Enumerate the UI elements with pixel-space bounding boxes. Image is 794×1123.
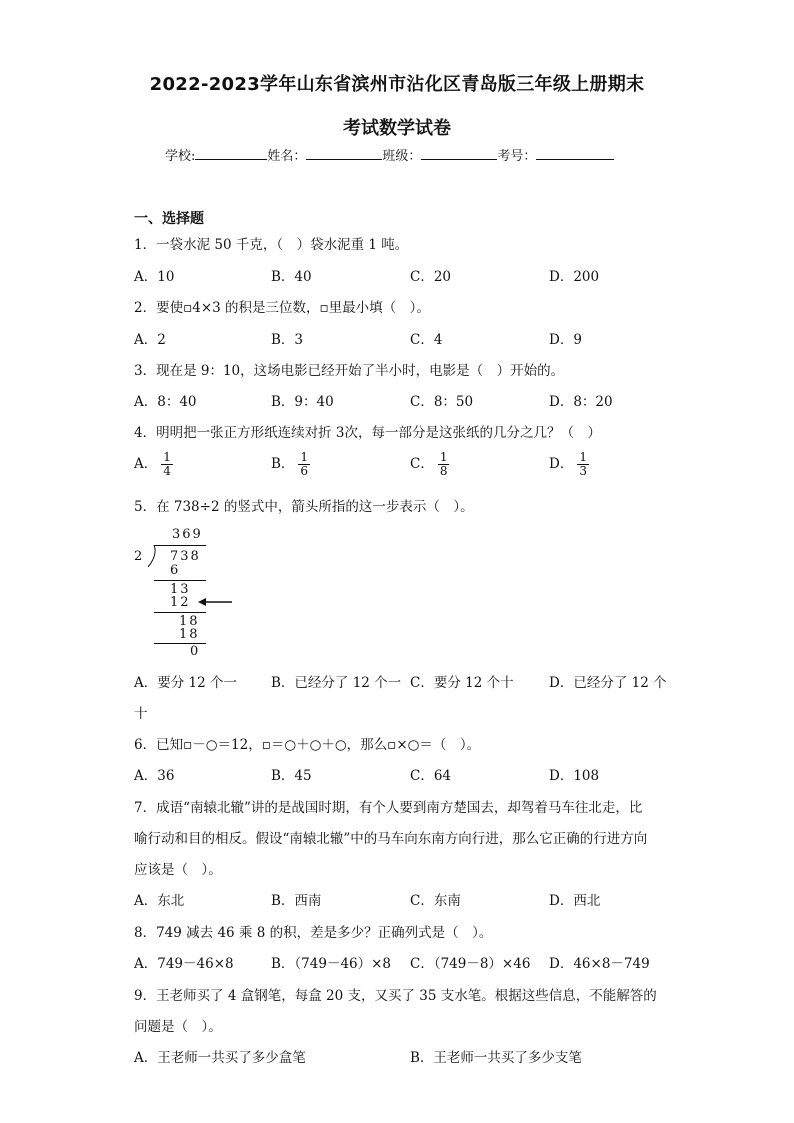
- question-2-stem: 2．要使▫4×3 的积是三位数，▫里最小填（ ）。: [134, 300, 430, 316]
- question-7-stem-line1: 7．成语“南辕北辙”讲的是战国时期，有个人要到南方楚国去，却驾着马车往北走，比: [134, 800, 643, 816]
- question-4-stem: 4．明明把一张正方形纸连续对折 3次，每一部分是这张纸的几分之几？（ ）: [134, 425, 601, 441]
- name-label: 姓名：: [267, 149, 307, 164]
- option-b-label: B．: [271, 456, 295, 472]
- question-6-option-c[interactable]: C．64: [410, 768, 452, 784]
- name-field[interactable]: [306, 147, 382, 160]
- step-6: 6: [170, 563, 181, 578]
- question-1-stem: 1．一袋水泥 50 千克，（ ）袋水泥重 1 吨。: [134, 237, 409, 253]
- question-3-option-b[interactable]: B．9：40: [271, 394, 334, 410]
- fraction-one-quarter: $\frac{1}{4}$: [163, 450, 171, 478]
- question-7-option-d[interactable]: D．西北: [549, 893, 601, 909]
- question-9-stem-line2: 问题是（ ）。: [134, 1019, 222, 1035]
- question-7-stem-line2: 喻行动和目的相反。假设“南辕北辙”中的马车向东南方向行进，那么它正确的行进方向: [134, 831, 648, 847]
- question-8-stem: 8．749 减去 46 乘 8 的积，差是多少？正确列式是（ ）。: [134, 925, 493, 941]
- fraction-one-third: $\frac{1}{3}$: [579, 450, 587, 478]
- question-5-option-d-wrap: 十: [134, 706, 148, 722]
- question-2-option-d[interactable]: D．9: [549, 332, 582, 348]
- step-18a: 18: [179, 614, 200, 629]
- question-7-option-c[interactable]: C．东南: [410, 893, 461, 909]
- student-info-row: [165, 145, 614, 164]
- question-8-option-c[interactable]: C．（749－8）×46: [410, 956, 531, 972]
- option-a-label: A．: [134, 456, 158, 472]
- question-7-option-a[interactable]: A．东北: [134, 893, 185, 909]
- step-18b: 18: [179, 627, 200, 642]
- question-8-option-d[interactable]: D．46×8－749: [549, 956, 650, 972]
- arrow-icon: [198, 596, 232, 608]
- question-5-option-d[interactable]: D．已经分了 12 个: [549, 675, 667, 691]
- question-4-option-c[interactable]: [410, 451, 449, 478]
- question-3-option-c[interactable]: C．8：50: [410, 394, 474, 410]
- class-label: 班级：: [382, 149, 422, 164]
- quotient: 369: [172, 527, 203, 542]
- question-9-stem-line1: 9．王老师买了 4 盒钢笔，每盒 20 支，又买了 35 支水笔。根据这些信息，不能解答的: [134, 988, 657, 1004]
- question-5-option-a[interactable]: A．要分 12 个一: [134, 675, 238, 691]
- question-2-option-a[interactable]: A．2: [134, 332, 166, 348]
- division-bracket: [146, 545, 158, 567]
- class-field[interactable]: [421, 147, 497, 160]
- step-line-2: [154, 612, 206, 613]
- number-field[interactable]: [536, 147, 614, 160]
- question-4-option-b[interactable]: [271, 451, 310, 478]
- question-5-option-b[interactable]: B．已经分了 12 个一: [271, 675, 402, 691]
- question-6-option-b[interactable]: B．45: [271, 768, 312, 784]
- step-0: 0: [190, 644, 201, 659]
- document-title-line2: 考试数学试卷: [343, 118, 451, 139]
- document-title-line1: 2022-2023学年山东省滨州市沾化区青岛版三年级上册期末: [149, 74, 645, 95]
- section-heading: 一、选择题: [134, 211, 204, 227]
- question-1-option-c[interactable]: C．20: [410, 269, 452, 285]
- school-field[interactable]: [195, 147, 267, 160]
- question-2-option-b[interactable]: B．3: [271, 332, 304, 348]
- divisor: 2: [134, 549, 145, 564]
- long-division-figure: [134, 527, 244, 659]
- question-3-stem: 3．现在是 9：10，这场电影已经开始了半小时，电影是（ ）开始的。: [134, 363, 565, 379]
- dividend: 738: [170, 549, 201, 564]
- option-d-label: D．: [549, 456, 574, 472]
- question-3-option-a[interactable]: A．8：40: [134, 394, 197, 410]
- question-8-option-b[interactable]: B．（749－46）×8: [271, 956, 392, 972]
- step-line-1: [154, 580, 206, 581]
- question-9-option-a[interactable]: A．王老师一共买了多少盒笔: [134, 1050, 306, 1066]
- question-6-option-d[interactable]: D．108: [549, 768, 600, 784]
- question-4-option-d[interactable]: [549, 451, 589, 478]
- step-12: 12: [170, 595, 191, 610]
- question-7-stem-line3: 应该是（ ）。: [134, 862, 222, 878]
- fraction-one-eighth: $\frac{1}{8}$: [439, 450, 448, 478]
- question-1-option-a[interactable]: A．10: [134, 269, 175, 285]
- question-9-option-b[interactable]: B．王老师一共买了多少支笔: [410, 1050, 582, 1066]
- school-label: 学校:: [165, 149, 196, 164]
- question-8-option-a[interactable]: A．749－46×8: [134, 956, 234, 972]
- question-1-option-d[interactable]: D．200: [549, 269, 600, 285]
- question-2-option-c[interactable]: C．4: [410, 332, 443, 348]
- question-5-stem: 5．在 738÷2 的竖式中，箭头所指的这一步表示（ ）。: [134, 499, 474, 515]
- number-label: 考号：: [497, 149, 537, 164]
- question-5-option-c[interactable]: C．要分 12 个十: [410, 675, 514, 691]
- question-1-option-b[interactable]: B．40: [271, 269, 312, 285]
- question-4-option-a[interactable]: [134, 451, 173, 478]
- option-c-label: C．: [410, 456, 434, 472]
- question-6-stem: 6．已知▫－○＝12，▫＝○＋○＋○，那么▫×○＝（ ）。: [134, 737, 481, 753]
- step-13: 13: [170, 582, 191, 597]
- question-7-option-b[interactable]: B．西南: [271, 893, 322, 909]
- question-6-option-a[interactable]: A．36: [134, 768, 175, 784]
- fraction-one-sixth: $\frac{1}{6}$: [300, 450, 309, 478]
- division-bar: [154, 545, 206, 546]
- question-3-option-d[interactable]: D．8：20: [549, 394, 613, 410]
